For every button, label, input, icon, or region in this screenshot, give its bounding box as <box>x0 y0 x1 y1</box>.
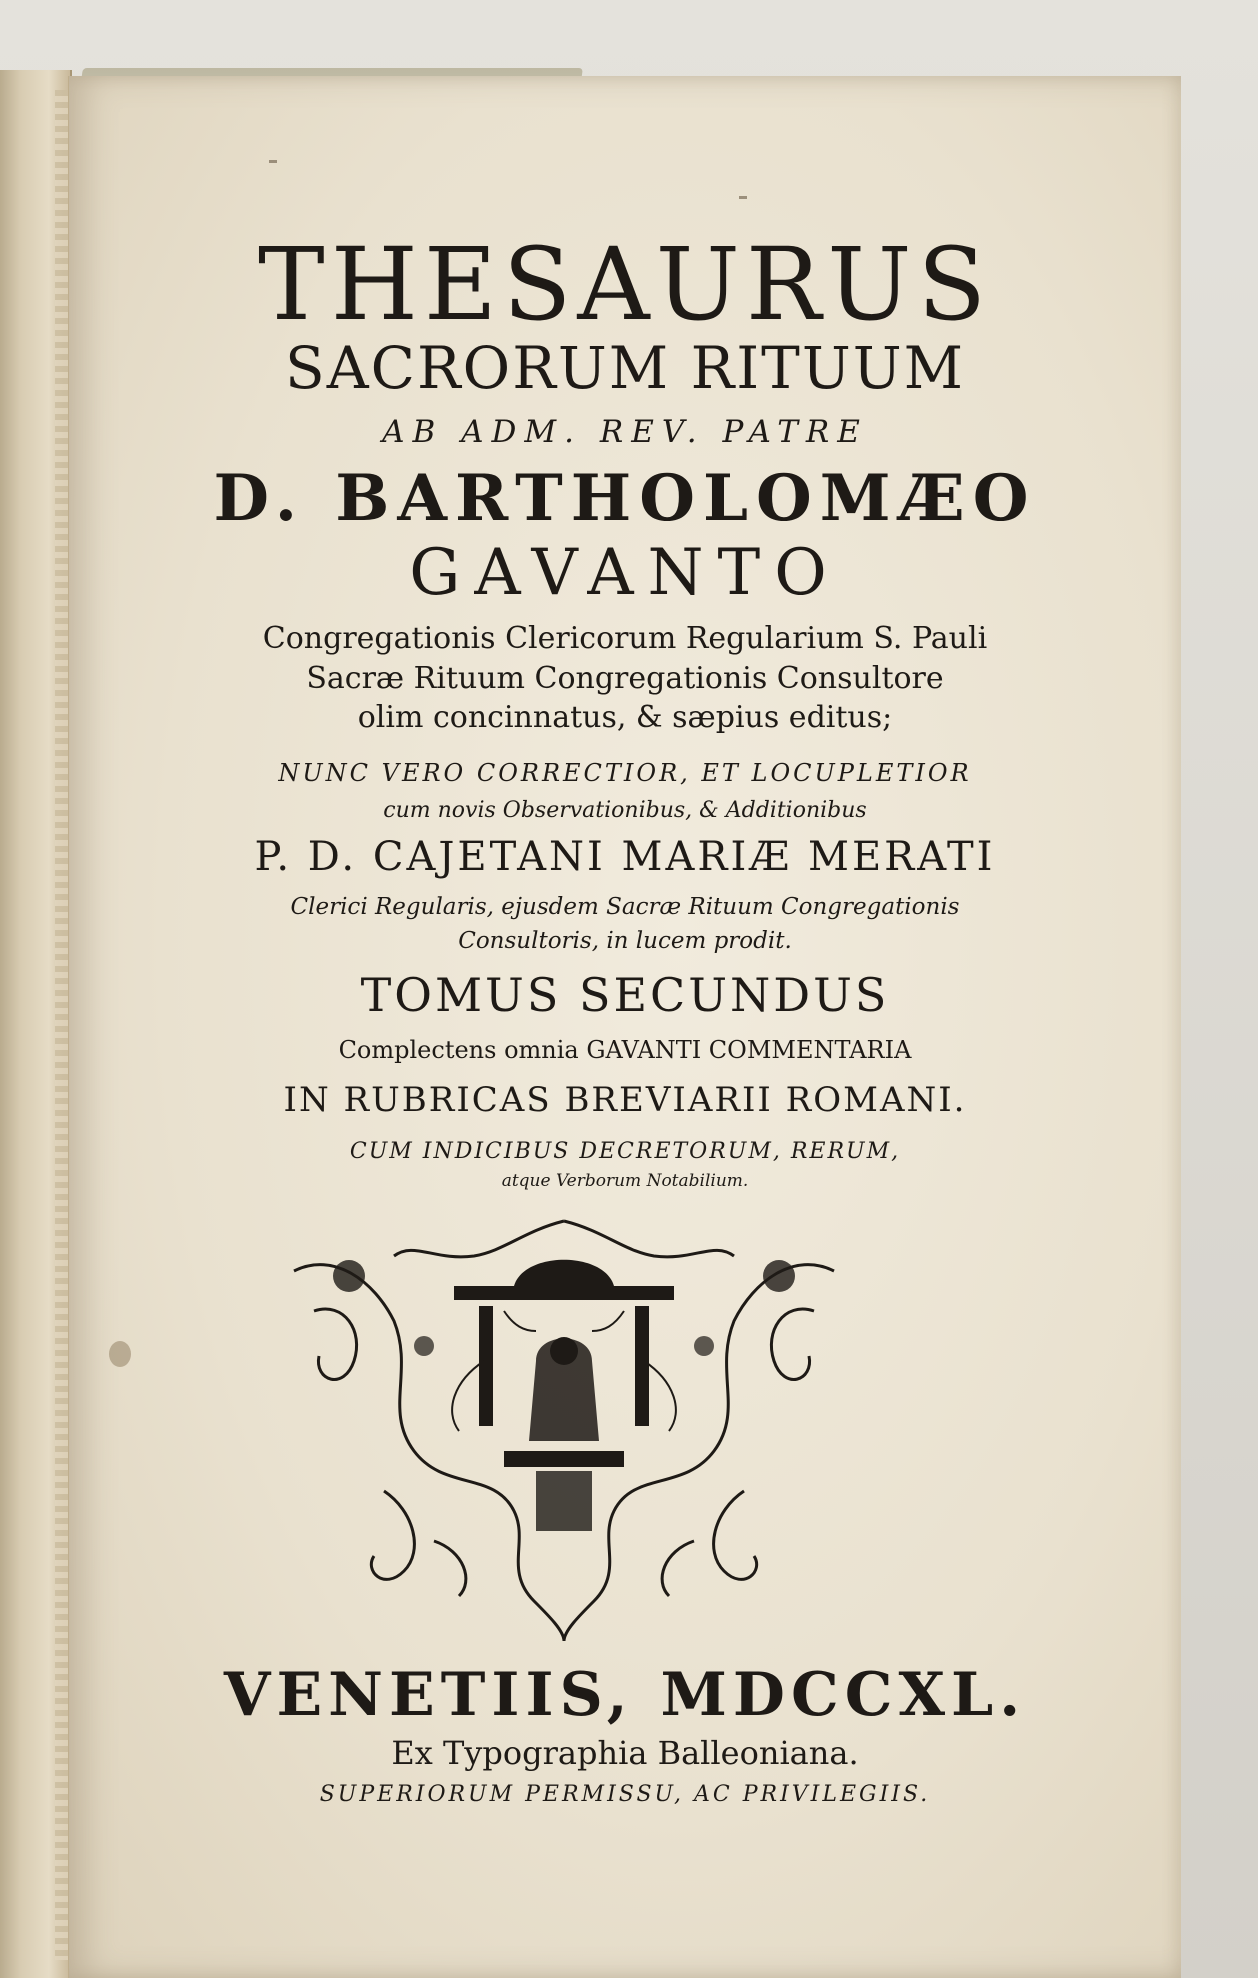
clerici-line-1: Clerici Regularis, ejusdem Sacræ Rituum Congregationis <box>290 894 960 920</box>
baroque-vignette-icon <box>274 1211 854 1651</box>
congregation-line-2: Sacræ Rituum Congregationis Consultore <box>306 661 944 696</box>
cum-novis-line: cum novis Observationibus, & Additionibus <box>383 798 867 823</box>
volume-title: TOMUS SECUNDUS <box>360 968 890 1022</box>
nunc-line: NUNC VERO CORRECTIOR, ET LOCUPLETIOR <box>278 759 972 787</box>
privilege-line: SUPERIORUM PERMISSU, AC PRIVILEGIIS. <box>319 1782 931 1807</box>
congregation-line-3: olim concinnatus, & sæpius editus; <box>357 700 893 735</box>
cum-indicibus-line: CUM INDICIBUS DECRETORUM, RERUM, <box>349 1139 901 1164</box>
clerici-line-2: Consultoris, in lucem prodit. <box>458 928 792 954</box>
congregation-line-1: Congregationis Clericorum Regularium S. Pauli <box>262 621 988 656</box>
author-name: D. BARTHOLOMÆO <box>213 461 1037 536</box>
complectens-line: Complectens omnia GAVANTI COMMENTARIA <box>338 1036 912 1064</box>
printer-line: Ex Typographia Balleoniana. <box>391 1734 859 1772</box>
title-page-content <box>69 76 1181 1978</box>
title-page <box>68 76 1181 1978</box>
paper-speck <box>269 160 277 163</box>
in-rubricas-line: IN RUBRICAS BREVIARII ROMANI. <box>283 1080 967 1120</box>
ab-line: AB ADM. REV. PATRE <box>382 414 868 450</box>
paper-stain <box>109 1341 131 1367</box>
book-title: THESAURUS <box>258 226 992 343</box>
atque-line: atque Verborum Notabilium. <box>501 1171 749 1191</box>
author-surname: GAVANTO <box>409 536 841 610</box>
editor-name: P. D. CAJETANI MARIÆ MERATI <box>254 834 996 880</box>
place-and-date: VENETIIS, MDCCXL. <box>223 1660 1027 1730</box>
page-edges <box>55 90 69 1960</box>
book-subtitle: SACRORUM RITUUM <box>284 334 965 402</box>
paper-speck <box>739 196 747 199</box>
